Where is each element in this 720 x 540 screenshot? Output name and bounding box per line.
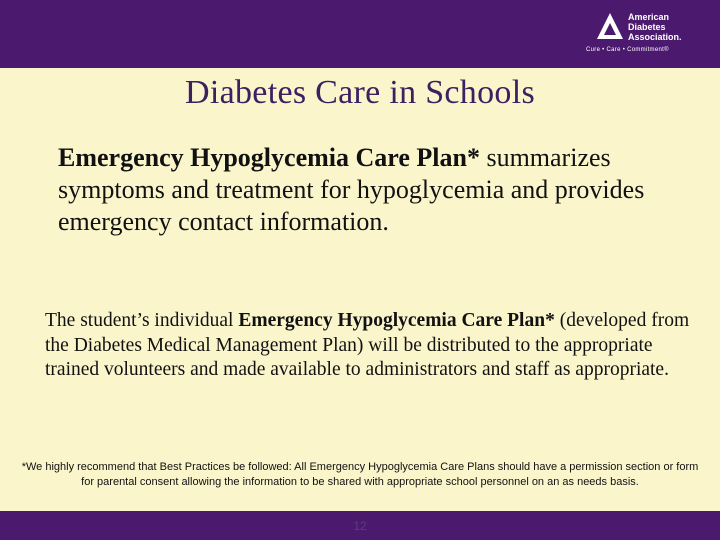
triangle-logo-icon [596, 12, 624, 40]
plan-name-bold: Emergency Hypoglycemia Care Plan* [58, 143, 480, 172]
distribution-text: (developed from the Diabetes Medical Management Plan) will be distributed to the appropriate trained volunteers and made available to administrators and staff as appropriate. [45, 310, 690, 380]
logo-line-1: American [628, 12, 670, 22]
intro-text: summarizes symptoms and treatment for hypoglycemia and provides emergency contact information. [58, 143, 645, 236]
logo-name [628, 12, 682, 42]
slide-title: Diabetes Care in Schools [185, 74, 535, 111]
footnote: *We highly recommend that Best Practices be followed: All Emergency Hypoglycemia Care Plans should have a permission section or form for parental consent allowing the information to be shared with appropriate school personnel on an as needs basis. [21, 461, 699, 488]
intro-paragraph [58, 142, 698, 238]
distribution-paragraph [45, 309, 695, 383]
ada-logo [586, 10, 716, 60]
distribution-plan-bold: Emergency Hypoglycemia Care Plan* [238, 310, 555, 331]
logo-tagline: Cure • Care • Commitment® [586, 47, 669, 53]
distribution-intro: The student’s individual [45, 310, 239, 331]
page-number: 12 [353, 519, 367, 533]
logo-line-2: Diabetes [628, 22, 666, 32]
header-bar [0, 0, 720, 68]
logo-line-3: Association. [628, 32, 682, 42]
